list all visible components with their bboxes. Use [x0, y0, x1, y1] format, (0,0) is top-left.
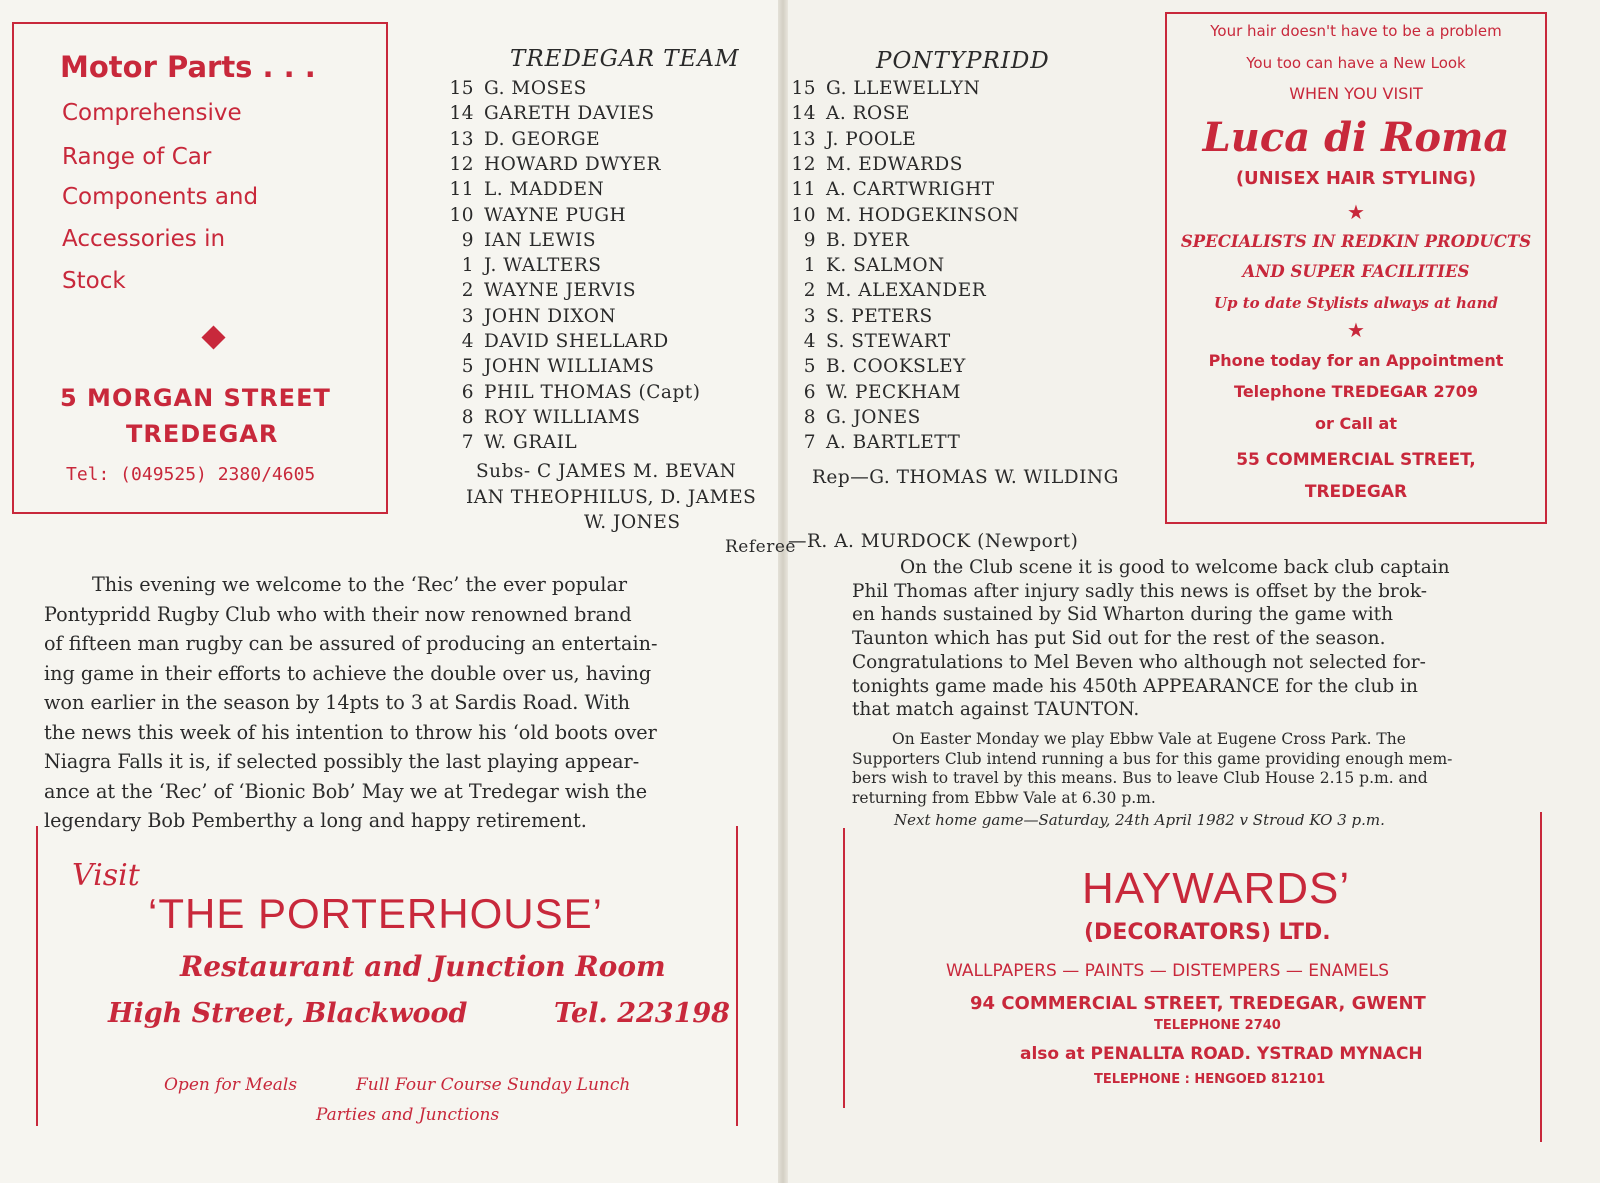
haywards-subtitle: (DECORATORS) LTD. — [1084, 920, 1331, 945]
porterhouse-border-right — [736, 826, 738, 1126]
player-name: J. POOLE — [826, 128, 917, 150]
pontypridd-player-row — [786, 179, 995, 200]
pontypridd-player-row — [786, 306, 933, 327]
pontypridd-player-row — [786, 331, 951, 352]
player-name: JOHN WILLIAMS — [484, 356, 655, 378]
player-number: 3 — [461, 305, 474, 327]
luca-di-roma-ad — [1165, 12, 1547, 524]
player-number: 11 — [791, 179, 816, 201]
luca-line2: You too can have a New Look — [1246, 54, 1466, 72]
pontypridd-player-row — [786, 103, 910, 124]
paragraph-line: en hands sustained by Sid Wharton during the game with — [852, 604, 1394, 626]
player-name: DAVID SHELLARD — [484, 331, 669, 352]
player-name: G. LLEWELLYN — [826, 78, 981, 99]
pontypridd-rep: Rep—G. THOMAS W. WILDING — [812, 467, 1119, 488]
player-name: B. COOKSLEY — [826, 356, 966, 378]
paragraph-line: tonights game made his 450th APPEARANCE for the club in — [852, 675, 1418, 697]
paragraph-line: bers wish to travel by this means. Bus to leave Club House 2.15 p.m. and — [852, 769, 1428, 787]
luca-phone: Phone today for an Appointment — [1208, 351, 1504, 370]
tredegar-player-row — [444, 280, 636, 301]
pontypridd-player-row — [786, 205, 1019, 226]
easter-paragraph — [852, 730, 1516, 808]
luca-line1: Your hair doesn't have to be a problem — [1210, 22, 1502, 40]
player-number: 13 — [449, 128, 474, 150]
tredegar-subs: IAN THEOPHILUS, D. JAMES — [466, 487, 757, 508]
tredegar-player-row — [444, 179, 604, 200]
player-name: PHIL THOMAS (Capt) — [484, 381, 701, 403]
haywards-products: WALLPAPERS — PAINTS — DISTEMPERS — ENAMELS — [946, 961, 1390, 981]
welcome-paragraph — [44, 570, 710, 836]
porterhouse-meals: Open for Meals — [164, 1075, 298, 1095]
haywards-border-left — [843, 828, 845, 1108]
motor-ad-address: 5 MORGAN STREET — [60, 384, 331, 412]
tredegar-player-row — [444, 103, 655, 124]
paragraph-line: ance at the ‘Rec’ of ‘Bionic Bob’ May we at Tredegar wish the — [44, 779, 648, 803]
player-number: 5 — [803, 356, 816, 378]
motor-ad-line: Comprehensive — [62, 100, 242, 126]
pontypridd-player-row — [786, 432, 960, 453]
porterhouse-border-left — [36, 826, 38, 1126]
porterhouse-address: High Street, Blackwood — [108, 998, 468, 1029]
player-number: 9 — [461, 229, 474, 251]
luca-subtitle: (UNISEX HAIR STYLING) — [1235, 168, 1477, 189]
pontypridd-player-row — [786, 78, 980, 99]
luca-call: or Call at — [1315, 414, 1397, 433]
player-name: M. EDWARDS — [826, 153, 963, 175]
tredegar-player-row — [444, 331, 669, 352]
luca-telephone: Telephone TREDEGAR 2709 — [1234, 382, 1478, 401]
player-name: J. WALTERS — [484, 255, 602, 277]
player-number: 15 — [449, 78, 474, 99]
player-name: S. STEWART — [826, 331, 951, 352]
paragraph-line: of fifteen man rugby can be assured of producing an entertain- — [44, 632, 658, 655]
motor-ad-town: TREDEGAR — [126, 420, 279, 448]
next-home-game: Next home game—Saturday, 24th April 1982 v Stroud KO 3 p.m. — [894, 811, 1385, 829]
paragraph-line: This evening we welcome to the ‘Rec’ the ever popular — [92, 573, 628, 596]
player-name: JOHN DIXON — [484, 305, 617, 327]
tredegar-player-row — [444, 255, 601, 276]
paragraph-line: the news this week of his intention to throw his ‘old boots over — [44, 720, 657, 744]
referee-label: Referee — [725, 537, 796, 557]
player-number: 7 — [461, 432, 474, 454]
luca-name: Luca di Roma — [1202, 114, 1510, 161]
player-name: A. CARTWRIGHT — [826, 179, 995, 201]
pontypridd-player-row — [786, 356, 966, 377]
player-name: HOWARD DWYER — [484, 153, 661, 175]
tredegar-player-row — [444, 78, 587, 99]
player-number: 10 — [791, 204, 816, 226]
tredegar-player-row — [444, 205, 626, 226]
paragraph-line: Phil Thomas after injury sadly this news is offset by the brok- — [852, 580, 1428, 602]
haywards-name: HAYWARDS’ — [1082, 864, 1351, 913]
player-number: 14 — [449, 103, 474, 125]
player-number: 4 — [803, 331, 816, 352]
porterhouse-tel: Tel. 223198 — [554, 998, 730, 1029]
player-name: S. PETERS — [826, 305, 933, 327]
luca-town: TREDEGAR — [1304, 482, 1408, 502]
player-name: B. DYER — [826, 229, 910, 251]
player-number: 4 — [461, 331, 474, 352]
tredegar-subs: W. JONES — [584, 512, 681, 533]
player-number: 11 — [449, 179, 474, 201]
paragraph-line: Taunton which has put Sid out for the rest of the season. — [852, 628, 1386, 650]
luca-address: 55 COMMERCIAL STREET, — [1236, 450, 1476, 470]
motor-parts-ad — [12, 22, 388, 514]
player-number: 14 — [791, 103, 816, 125]
motor-ad-title: Motor Parts . . . — [60, 50, 316, 84]
player-name: K. SALMON — [826, 255, 945, 277]
player-number: 12 — [791, 153, 816, 175]
motor-ad-line: Accessories in — [62, 226, 226, 252]
tredegar-player-row — [444, 382, 700, 403]
pontypridd-player-row — [786, 154, 963, 175]
pontypridd-player-row — [786, 407, 921, 428]
player-name: WAYNE JERVIS — [484, 280, 637, 302]
tredegar-subs: Subs- C JAMES M. BEVAN — [476, 461, 737, 482]
paragraph-line: Niagra Falls it is, if selected possibly the last playing appear- — [44, 750, 640, 773]
star-icon: ★ — [1347, 318, 1365, 342]
player-number: 5 — [461, 356, 474, 378]
player-name: A. BARTLETT — [826, 432, 961, 454]
haywards-also: also at PENALLTA ROAD. YSTRAD MYNACH — [1020, 1044, 1423, 1064]
pontypridd-player-row — [786, 280, 986, 301]
tredegar-player-row — [444, 306, 616, 327]
paragraph-line: that match against TAUNTON. — [852, 699, 1140, 721]
player-name: WAYNE PUGH — [484, 204, 627, 226]
paragraph-line: Supporters Club intend running a bus for this game providing enough mem- — [852, 749, 1453, 768]
paragraph-line: On Easter Monday we play Ebbw Vale at Eugene Cross Park. The — [892, 730, 1406, 748]
haywards-telephone: TELEPHONE 2740 — [1154, 1018, 1281, 1033]
paragraph-line: ing game in their efforts to achieve the double over us, having — [44, 661, 652, 685]
player-name: M. HODGEKINSON — [826, 204, 1020, 226]
porterhouse-visit: Visit — [72, 858, 140, 893]
player-number: 10 — [449, 204, 474, 226]
motor-ad-line: Range of Car — [62, 144, 212, 170]
player-name: W. GRAIL — [484, 432, 578, 454]
player-number: 12 — [449, 153, 474, 175]
tredegar-player-row — [444, 230, 596, 251]
paragraph-line: returning from Ebbw Vale at 6.30 p.m. — [852, 788, 1156, 807]
tredegar-team-title: TREDEGAR TEAM — [510, 46, 740, 72]
paragraph-line: won earlier in the season by 14pts to 3 at Sardis Road. With — [44, 691, 631, 714]
porterhouse-lunch: Full Four Course Sunday Lunch — [356, 1075, 631, 1095]
club-paragraph — [852, 556, 1516, 722]
referee-name: —R. A. MURDOCK (Newport) — [788, 531, 1079, 552]
tredegar-player-row — [444, 356, 654, 377]
player-name: A. ROSE — [826, 103, 910, 125]
player-name: G. MOSES — [484, 78, 587, 99]
player-name: W. PECKHAM — [826, 381, 961, 403]
player-number: 9 — [803, 229, 816, 251]
porterhouse-parties: Parties and Junctions — [316, 1105, 500, 1125]
player-number: 1 — [461, 255, 474, 277]
tredegar-player-row — [444, 432, 577, 453]
player-number: 6 — [461, 381, 474, 403]
paragraph-line: Pontypridd Rugby Club who with their now renowned brand — [44, 602, 632, 626]
star-icon: ★ — [1347, 200, 1365, 224]
paragraph-line: On the Club scene it is good to welcome back club captain — [900, 557, 1450, 578]
player-number: 2 — [461, 280, 474, 302]
tredegar-player-row — [444, 154, 661, 175]
player-name: L. MADDEN — [484, 179, 605, 201]
luca-stylists: Up to date Stylists always at hand — [1213, 294, 1499, 312]
player-number: 8 — [461, 406, 474, 428]
player-name: IAN LEWIS — [484, 229, 597, 251]
player-name: M. ALEXANDER — [826, 280, 987, 302]
paragraph-line: legendary Bob Pemberthy a long and happy retirement. — [44, 809, 587, 832]
motor-ad-line: Stock — [62, 268, 126, 294]
porterhouse-subtitle: Restaurant and Junction Room — [180, 950, 666, 983]
player-name: D. GEORGE — [484, 128, 601, 150]
player-name: G. JONES — [826, 406, 921, 428]
pontypridd-player-row — [786, 129, 916, 150]
player-name: GARETH DAVIES — [484, 103, 655, 125]
motor-ad-tel: Tel: (049525) 2380/4605 — [66, 464, 316, 485]
player-number: 15 — [791, 78, 816, 99]
haywards-address: 94 COMMERCIAL STREET, TREDEGAR, GWENT — [970, 993, 1426, 1014]
paragraph-line: Congratulations to Mel Beven who although not selected for- — [852, 651, 1426, 673]
player-number: 8 — [803, 406, 816, 428]
haywards-border-right — [1540, 812, 1542, 1142]
player-number: 7 — [803, 432, 816, 454]
player-name: ROY WILLIAMS — [484, 406, 641, 428]
spine-fold — [778, 0, 788, 1183]
pontypridd-player-row — [786, 230, 909, 251]
player-number: 3 — [803, 305, 816, 327]
player-number: 13 — [791, 128, 816, 150]
diamond-icon — [201, 325, 225, 349]
porterhouse-name: ‘THE PORTERHOUSE’ — [148, 890, 603, 937]
pontypridd-player-row — [786, 255, 945, 276]
player-number: 2 — [803, 280, 816, 302]
pontypridd-player-row — [786, 382, 961, 403]
tredegar-player-row — [444, 129, 600, 150]
haywards-telephone-2: TELEPHONE : HENGOED 812101 — [1094, 1072, 1326, 1087]
player-number: 1 — [803, 255, 816, 277]
luca-facilities: AND SUPER FACILITIES — [1242, 262, 1470, 281]
pontypridd-team-title: PONTYPRIDD — [876, 48, 1050, 74]
player-number: 6 — [803, 381, 816, 403]
motor-ad-line: Components and — [62, 184, 259, 210]
luca-specialists: SPECIALISTS IN REDKIN PRODUCTS — [1180, 232, 1532, 251]
luca-line3: WHEN YOU VISIT — [1289, 84, 1423, 103]
tredegar-player-row — [444, 407, 640, 428]
